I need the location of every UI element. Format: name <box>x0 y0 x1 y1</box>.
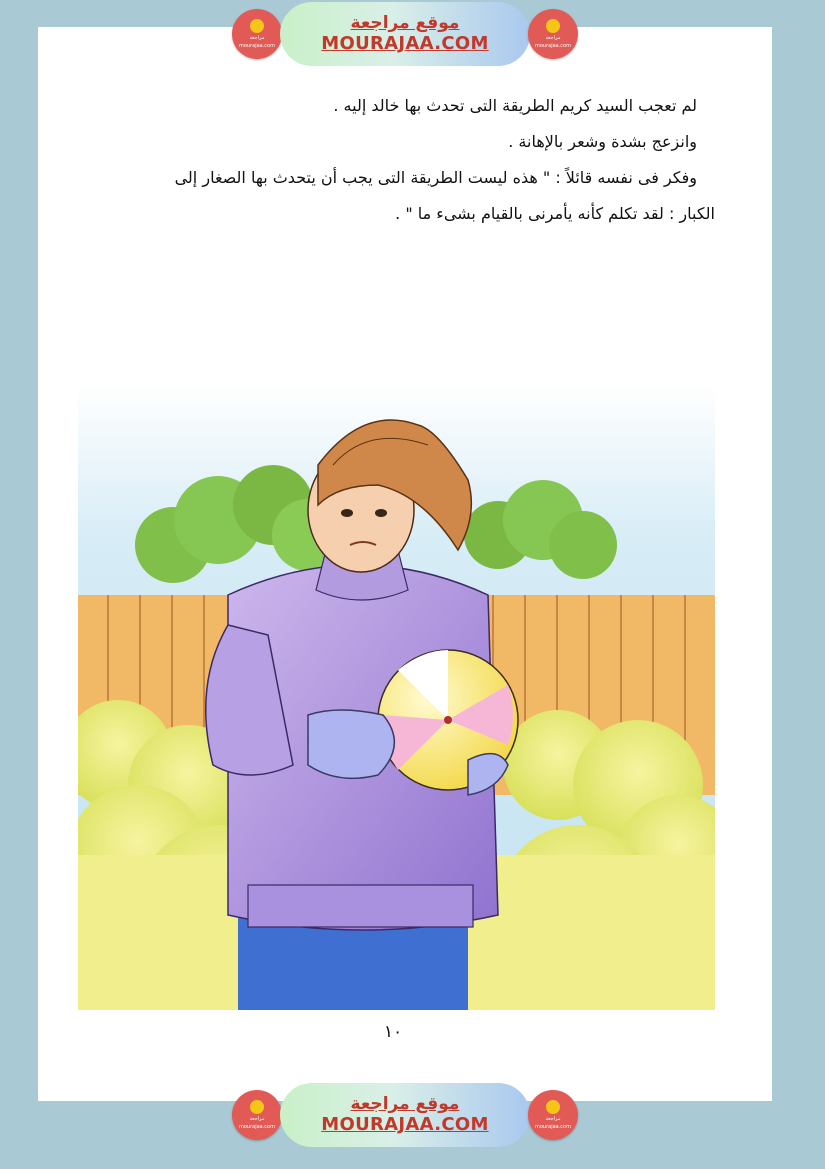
logo-icon <box>250 19 264 33</box>
site-logo-badge <box>528 1090 578 1140</box>
story-line: الكبار : لقد تكلم كأنه يأمرنى بالقيام بشىء ما " . <box>395 204 715 223</box>
badge-site-text: mourajaa.com <box>534 43 571 49</box>
site-name-english[interactable]: MOURAJAA.COM <box>321 1114 489 1135</box>
site-name-english[interactable]: MOURAJAA.COM <box>321 33 489 54</box>
site-name-arabic[interactable]: موقع مراجعة <box>350 13 460 33</box>
badge-site-text: mourajaa.com <box>534 1124 571 1130</box>
badge-site-text: mourajaa.com <box>238 1124 275 1130</box>
badge-logo-text: مراجعة <box>249 35 265 41</box>
badge-logo-text: مراجعة <box>249 1116 265 1122</box>
site-logo-badge <box>232 9 282 59</box>
site-link[interactable] <box>280 1083 530 1147</box>
site-banner-top[interactable] <box>232 2 578 66</box>
site-banner-bottom[interactable] <box>232 1083 578 1147</box>
boy-with-ball-illustration <box>78 385 715 1010</box>
site-link[interactable] <box>280 2 530 66</box>
story-text <box>70 93 715 237</box>
site-logo-badge <box>528 9 578 59</box>
page-number: ١٠ <box>383 1022 403 1042</box>
badge-logo-text: مراجعة <box>545 1116 561 1122</box>
story-line: وفكر فى نفسه قائلاً : " هذه ليست الطريقة التى يجب أن يتحدث بها الصغار إلى <box>174 168 697 187</box>
logo-icon <box>546 1100 560 1114</box>
story-line: لم تعجب السيد كريم الطريقة التى تحدث بها خالد إليه . <box>333 96 697 115</box>
logo-icon <box>250 1100 264 1114</box>
badge-logo-text: مراجعة <box>545 35 561 41</box>
logo-icon <box>546 19 560 33</box>
story-line: وانزعج بشدة وشعر بالإهانة . <box>508 132 697 151</box>
site-logo-badge <box>232 1090 282 1140</box>
badge-site-text: mourajaa.com <box>238 43 275 49</box>
site-name-arabic[interactable]: موقع مراجعة <box>350 1094 460 1114</box>
